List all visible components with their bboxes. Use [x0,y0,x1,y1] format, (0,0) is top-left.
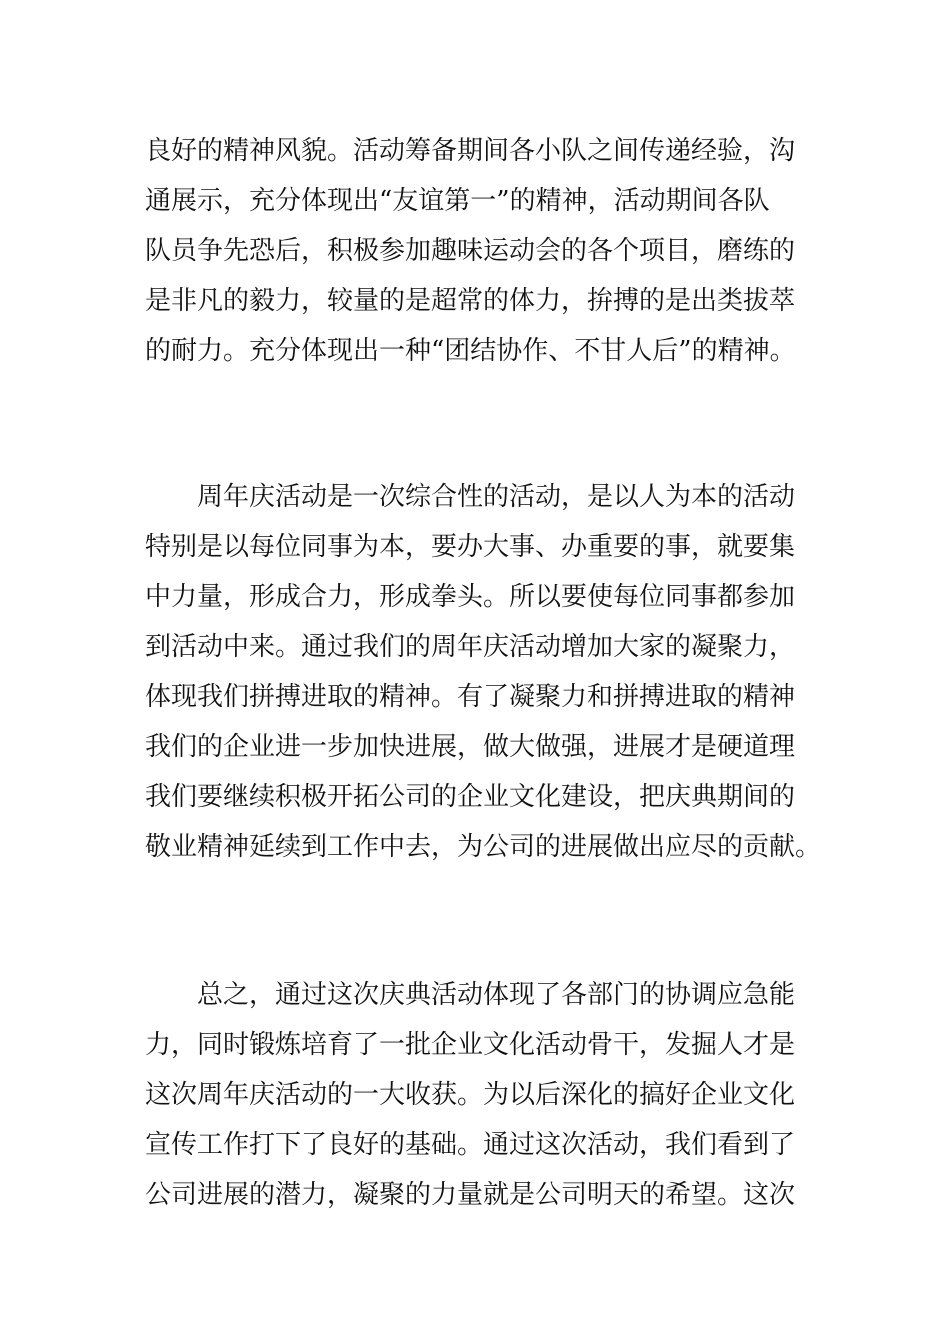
paragraph-anniversary [145,472,825,872]
text-line: 敬业精神延续到工作中去，为公司的进展做出应尽的贡献。 [145,832,822,862]
text-line: 中力量，形成合力，形成拳头。所以要使每位同事都参加 [145,582,796,612]
text-line: 周年庆活动是一次综合性的活动，是以人为本的活动 [145,482,796,512]
text-line: 体现我们拼搏进取的精神。有了凝聚力和拼搏进取的精神 [145,682,796,712]
text-line: 我们的企业进一步加快进展，做大做强，进展才是硬道理 [145,732,796,762]
text-line: 总之，通过这次庆典活动体现了各部门的协调应急能 [145,980,796,1010]
text-line: 特别是以每位同事为本，要办大事、办重要的事，就要集 [145,532,796,562]
paragraph-summary [145,970,825,1220]
text-line: 我们要继续积极开拓公司的企业文化建设，把庆典期间的 [145,782,796,812]
text-line: 的耐力。充分体现出一种“团结协作、不甘人后”的精神。 [145,336,796,366]
paragraph-spirit [145,126,825,376]
text-line: 是非凡的毅力，较量的是超常的体力，拚搏的是出类拔萃 [145,286,796,316]
text-line: 通展示，充分体现出“友谊第一”的精神，活动期间各队 [145,186,770,216]
text-line: 宣传工作打下了良好的基础。通过这次活动，我们看到了 [145,1130,796,1160]
text-line: 队员争先恐后，积极参加趣味运动会的各个项目，磨练的 [145,236,796,266]
text-line: 良好的精神风貌。活动筹备期间各小队之间传递经验，沟 [145,136,796,166]
text-line: 公司进展的潜力，凝聚的力量就是公司明天的希望。这次 [145,1180,796,1210]
text-line: 到活动中来。通过我们的周年庆活动增加大家的凝聚力， [145,632,796,662]
text-line: 这次周年庆活动的一大收获。为以后深化的搞好企业文化 [145,1080,796,1110]
text-line: 力，同时锻炼培育了一批企业文化活动骨干，发掘人才是 [145,1030,796,1060]
